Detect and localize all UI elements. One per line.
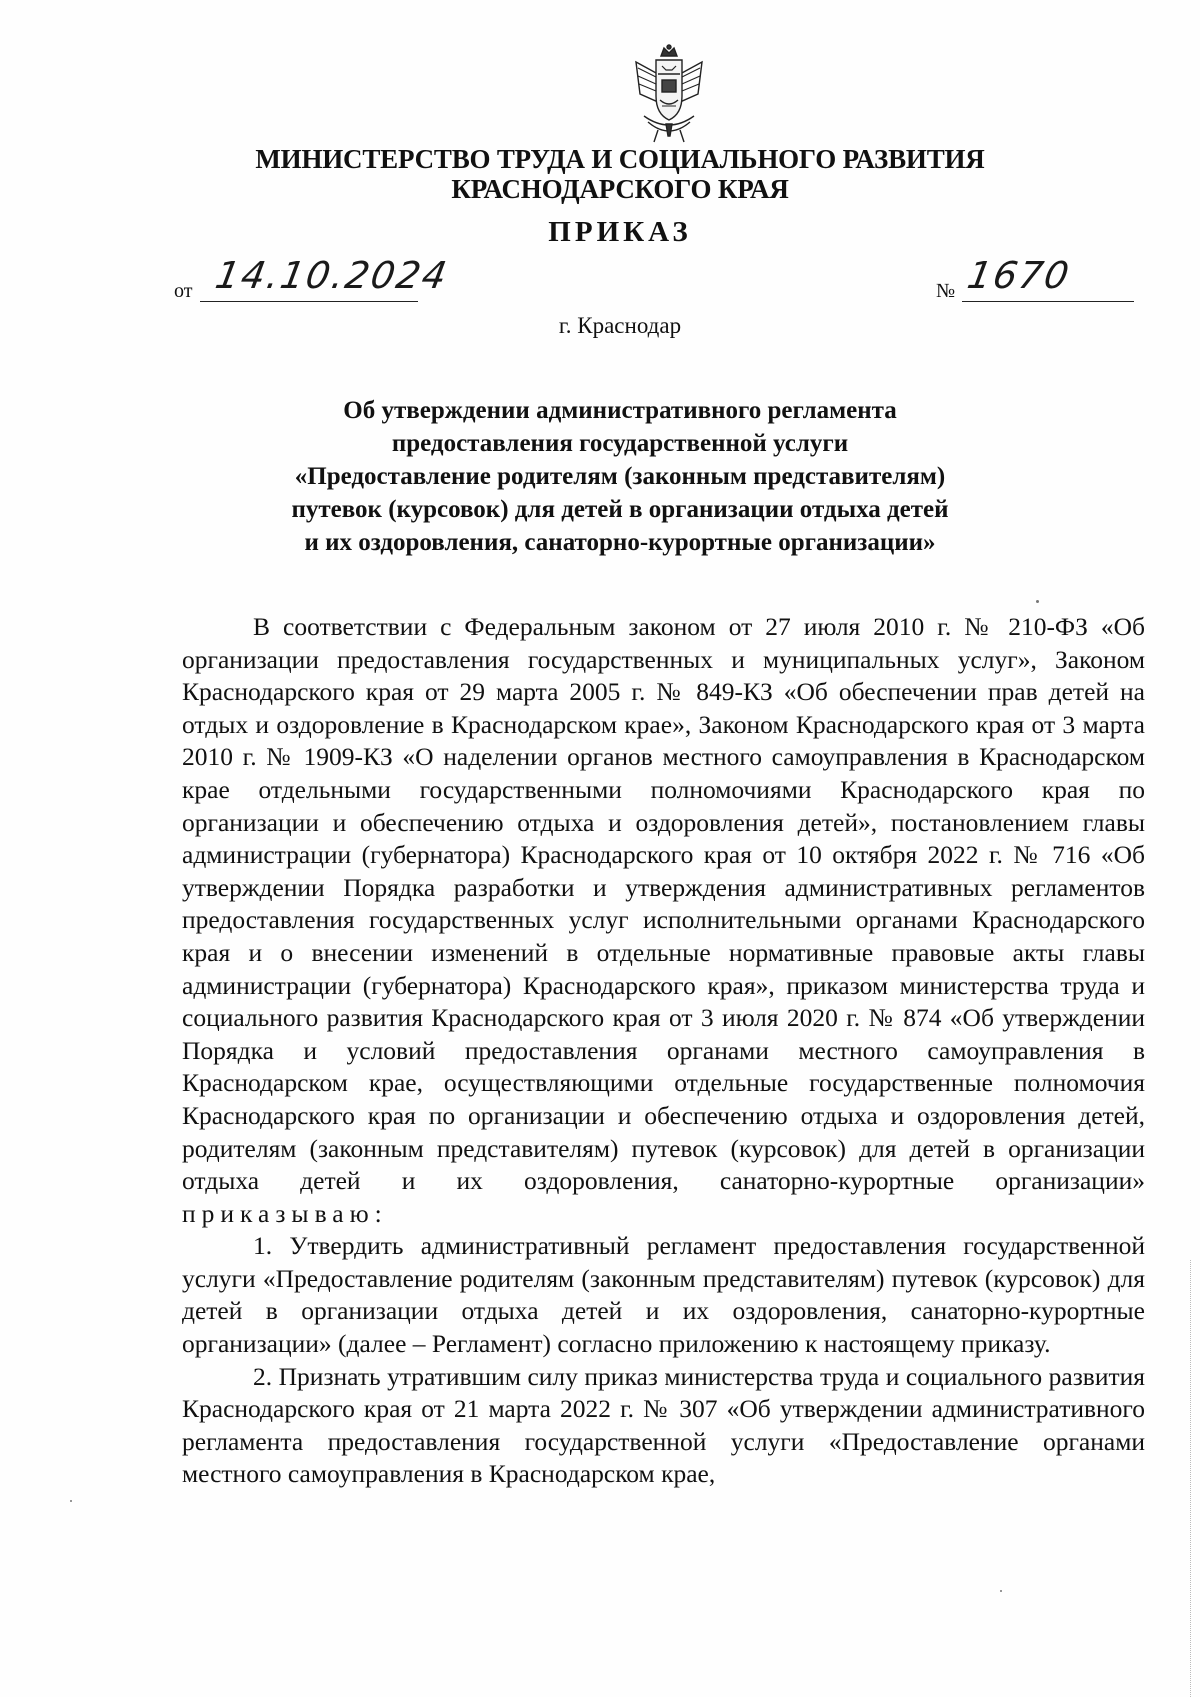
scan-speck xyxy=(70,1500,72,1502)
scan-speck xyxy=(1000,1590,1002,1592)
subject-line: «Предоставление родителям (законным представителям) xyxy=(294,463,946,490)
handwritten-number: 1670 xyxy=(964,254,1074,297)
number-underline xyxy=(962,301,1134,302)
scan-edge-shadow xyxy=(1190,1260,1192,1697)
date-prefix: от xyxy=(174,280,193,302)
subject-line: Об утверждении административного регламента xyxy=(343,397,897,424)
item-1-paragraph: 1. Утвердить административный регламент предоставления государственной услуги «Предоставление родителям (законным представителям) путевок (курсовок) для детей в организации отдыха детей и их оздоровления, санаторно-курортные организации» (далее – Регламент) согласно приложению к настоящему приказу. xyxy=(182,1231,1145,1359)
item-2-paragraph: 2. Признать утратившим силу приказ министерства труда и социального развития Краснодарского края от 21 марта 2022 г. № 307 «Об утверждении административного регламента предоставления государственной услуги «Предоставление органами местного самоуправления в Краснодарском крае, xyxy=(182,1361,1145,1489)
subject-line: путевок (курсовок) для детей в организации отдыха детей xyxy=(291,496,949,523)
ministry-name-line1: МИНИСТЕРСТВО ТРУДА И СОЦИАЛЬНОГО РАЗВИТИЯ xyxy=(255,144,985,174)
city-line: г. Краснодар xyxy=(558,313,682,338)
document-type-title: ПРИКАЗ xyxy=(548,216,692,248)
number-prefix: № xyxy=(936,280,956,302)
order-subject xyxy=(180,394,1060,559)
subject-line: предоставления государственной услуги xyxy=(391,430,849,457)
date-underline xyxy=(200,301,418,302)
preamble-text: В соответствии с Федеральным законом от 27 июля 2010 г. № 210-ФЗ «Об организации предоставления государственных и муниципальных услуг», Законом Краснодарского края от 29 марта 2005 г. № 849-КЗ «Об обеспечении прав детей на отдых и оздоровление в Краснодарском крае», Законом Краснодарского края от 3 марта 2010 г. № 1909-КЗ «О наделении органов местного самоуправления в Краснодарском крае отдельными государственными полномочиями Краснодарского края по организации и обеспечению отдыха и оздоровления детей», постановлением главы администрации (губернатора) Краснодарского края от 10 октября 2022 г. № 716 «Об утверждении Порядка разработки и утверждения административных регламентов предоставления государственных услуг исполнительными органами Краснодарского края и о внесении изменений в отдельные нормативные правовые акты главы администрации (губернатора) Краснодарского края», приказом министерства труда и социального развития Краснодарского края от 3 июля 2020 г. № 874 «Об утверждении Порядка и условий предоставления органами местного самоуправления в Краснодарском крае, осуществляющими отдельные государственные полномочия Краснодарского края по организации и обеспечению отдыха и оздоровления детей, родителям (законным представителям) путевок (курсовок) для детей в организации отдыха детей и их оздоровления, санаторно-курортные организации» xyxy=(182,612,1145,1196)
handwritten-date: 14.10.2024 xyxy=(212,254,452,297)
scan-speck xyxy=(1036,600,1039,603)
preamble-paragraph xyxy=(182,611,1145,1230)
ministry-name-line2: КРАСНОДАРСКОГО КРАЯ xyxy=(451,174,789,204)
subject-line: и их оздоровления, санаторно-курортные организации» xyxy=(304,529,936,556)
coat-of-arms-icon xyxy=(628,44,710,144)
order-body xyxy=(182,611,1145,1491)
operative-word: приказываю: xyxy=(182,1198,388,1228)
